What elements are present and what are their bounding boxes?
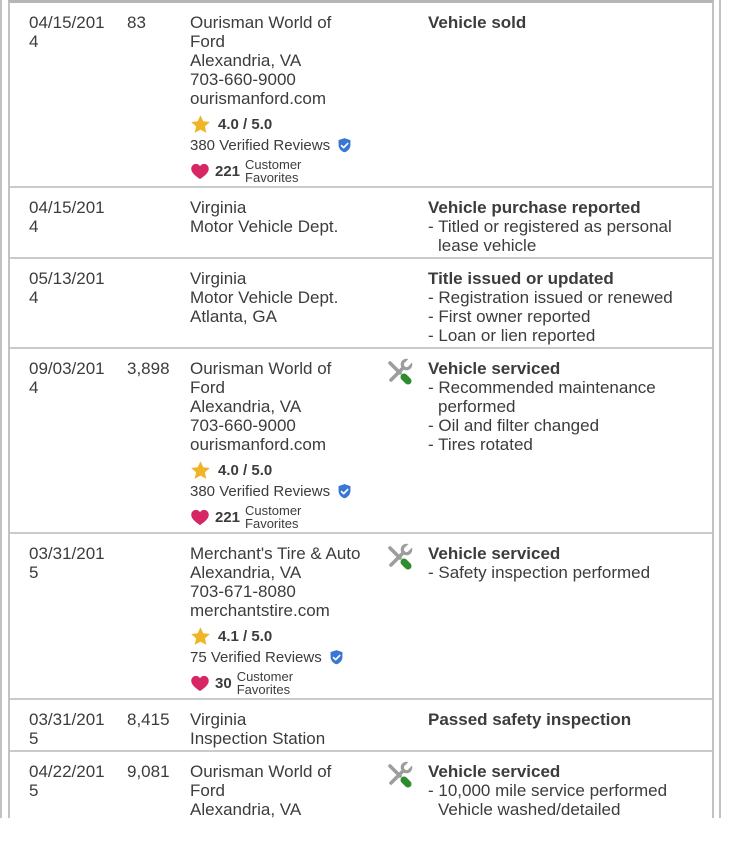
record-title: Vehicle serviced xyxy=(428,544,561,563)
source-line: Ourisman World of Ford xyxy=(190,762,332,800)
record-source-lines xyxy=(190,710,366,748)
source-line: Alexandria, VA xyxy=(190,51,302,70)
record-title: Vehicle sold xyxy=(428,13,527,32)
favorites-label: Customer Favorites xyxy=(236,669,294,697)
record-detail-lines xyxy=(428,217,702,255)
record-source xyxy=(173,198,367,255)
history-table xyxy=(8,0,714,818)
detail-line: - Titled or registered as personal lease vehicle xyxy=(428,217,702,255)
detail-line: - 10,000 mile service performed xyxy=(428,781,702,800)
detail-line: - Loan or lien reported xyxy=(428,326,702,345)
reviews-text: 75 Verified Reviews xyxy=(190,649,322,666)
record-date: 04/15/2014 xyxy=(29,198,105,236)
history-record-row xyxy=(10,3,712,188)
record-date: 09/03/2014 xyxy=(29,359,105,397)
verified-badge-icon xyxy=(336,483,353,500)
record-date: 04/22/2015 xyxy=(29,762,105,800)
heart-icon xyxy=(190,162,210,180)
source-line: Ourisman World of Ford xyxy=(190,359,332,397)
source-line: merchantstire.com xyxy=(190,601,330,620)
record-title: Vehicle serviced xyxy=(428,359,561,378)
record-mileage: 83 xyxy=(127,13,146,32)
record-detail-lines xyxy=(428,563,702,582)
record-mileage xyxy=(109,198,173,255)
source-line: Merchant's Tire & Auto xyxy=(190,544,361,563)
favorites-label: Customer Favorites xyxy=(245,503,302,531)
favorites-label: Customer Favorites xyxy=(245,157,302,185)
customer-favorites xyxy=(190,670,366,696)
record-details xyxy=(367,710,712,748)
favorites-count: 30 xyxy=(215,674,232,692)
service-tools-icon xyxy=(384,357,414,387)
source-line: Atlanta, GA xyxy=(190,307,277,326)
source-line: ourismanford.com xyxy=(190,435,327,454)
service-tools-icon xyxy=(384,542,414,572)
record-source-lines xyxy=(190,13,366,108)
heart-icon xyxy=(190,508,210,526)
record-date: 04/15/2014 xyxy=(29,13,105,51)
detail-line: - Oil and filter changed xyxy=(428,416,702,435)
record-source xyxy=(173,544,367,696)
source-line: ourismanford.com xyxy=(190,89,327,108)
rating-row xyxy=(190,624,366,648)
record-source-lines xyxy=(190,269,366,326)
source-line: Motor Vehicle Dept. xyxy=(190,217,339,236)
record-details xyxy=(367,269,712,345)
verified-reviews xyxy=(190,648,366,667)
record-source-lines xyxy=(190,198,366,236)
history-record-row xyxy=(10,188,712,259)
history-record-row xyxy=(10,259,712,349)
record-title: Passed safety inspection xyxy=(428,710,632,729)
star-icon xyxy=(190,460,211,480)
history-record-row xyxy=(10,700,712,752)
source-line: Inspection Station xyxy=(190,729,326,748)
favorites-count: 221 xyxy=(215,162,241,180)
record-mileage: 8,415 xyxy=(127,710,170,729)
detail-line: Vehicle washed/detailed xyxy=(438,800,621,818)
detail-line: - Tires rotated xyxy=(428,435,702,454)
source-line: Alexandria, VA xyxy=(190,397,302,416)
source-line: Motor Vehicle Dept. xyxy=(190,288,339,307)
record-date: 03/31/2015 xyxy=(29,710,105,748)
detail-line: - Recommended maintenance performed xyxy=(428,378,702,416)
detail-line: - Registration issued or renewed xyxy=(428,288,702,307)
record-source xyxy=(173,269,367,345)
record-title: Vehicle purchase reported xyxy=(428,198,641,217)
record-detail-lines xyxy=(428,288,702,345)
source-line: Alexandria, VA xyxy=(190,800,302,818)
source-line: Alexandria, VA xyxy=(190,563,302,582)
star-icon xyxy=(190,626,211,646)
record-mileage: 9,081 xyxy=(127,762,170,781)
rating-score: 4.0 / 5.0 xyxy=(218,115,273,133)
record-source xyxy=(173,762,367,818)
source-line: Virginia xyxy=(190,198,247,217)
record-mileage xyxy=(109,269,173,345)
record-date: 03/31/2015 xyxy=(29,544,105,582)
source-line: 703-671-8080 xyxy=(190,582,296,601)
history-record-row xyxy=(10,752,712,818)
source-line: Ourisman World of Ford xyxy=(190,13,332,51)
customer-favorites xyxy=(190,504,366,530)
record-date: 05/13/2014 xyxy=(29,269,105,307)
verified-reviews xyxy=(190,136,366,155)
record-source xyxy=(173,13,367,184)
detail-line: - Safety inspection performed xyxy=(428,563,702,582)
record-source xyxy=(173,359,367,530)
history-record-row xyxy=(10,534,712,700)
verified-badge-icon xyxy=(328,649,345,666)
record-source xyxy=(173,710,367,748)
rating-row xyxy=(190,112,366,136)
record-details xyxy=(367,13,712,184)
favorites-count: 221 xyxy=(215,508,241,526)
source-line: 703-660-9000 xyxy=(190,416,296,435)
service-tools-icon xyxy=(384,760,414,790)
record-source-lines xyxy=(190,359,366,454)
star-icon xyxy=(190,114,211,134)
dealer-rating xyxy=(190,112,366,184)
source-line: 703-660-9000 xyxy=(190,70,296,89)
record-detail-lines xyxy=(428,781,702,818)
rating-score: 4.0 / 5.0 xyxy=(218,461,273,479)
verified-badge-icon xyxy=(336,137,353,154)
reviews-text: 380 Verified Reviews xyxy=(190,483,331,500)
record-details xyxy=(367,198,712,255)
dealer-rating xyxy=(190,458,366,530)
history-record-row xyxy=(10,349,712,534)
source-line: Virginia xyxy=(190,710,247,729)
customer-favorites xyxy=(190,158,366,184)
record-details xyxy=(367,359,712,530)
record-mileage xyxy=(109,544,173,696)
record-source-lines xyxy=(190,544,366,620)
heart-icon xyxy=(190,674,210,692)
record-details xyxy=(367,762,712,818)
detail-line: - First owner reported xyxy=(428,307,702,326)
verified-reviews xyxy=(190,482,366,501)
record-details xyxy=(367,544,712,696)
record-detail-lines xyxy=(428,378,702,454)
record-source-lines xyxy=(190,762,366,818)
record-title: Title issued or updated xyxy=(428,269,614,288)
source-line: Virginia xyxy=(190,269,247,288)
rating-row xyxy=(190,458,366,482)
record-mileage: 3,898 xyxy=(127,359,170,378)
record-title: Vehicle serviced xyxy=(428,762,561,781)
reviews-text: 380 Verified Reviews xyxy=(190,137,331,154)
rating-score: 4.1 / 5.0 xyxy=(218,627,273,645)
dealer-rating xyxy=(190,624,366,696)
